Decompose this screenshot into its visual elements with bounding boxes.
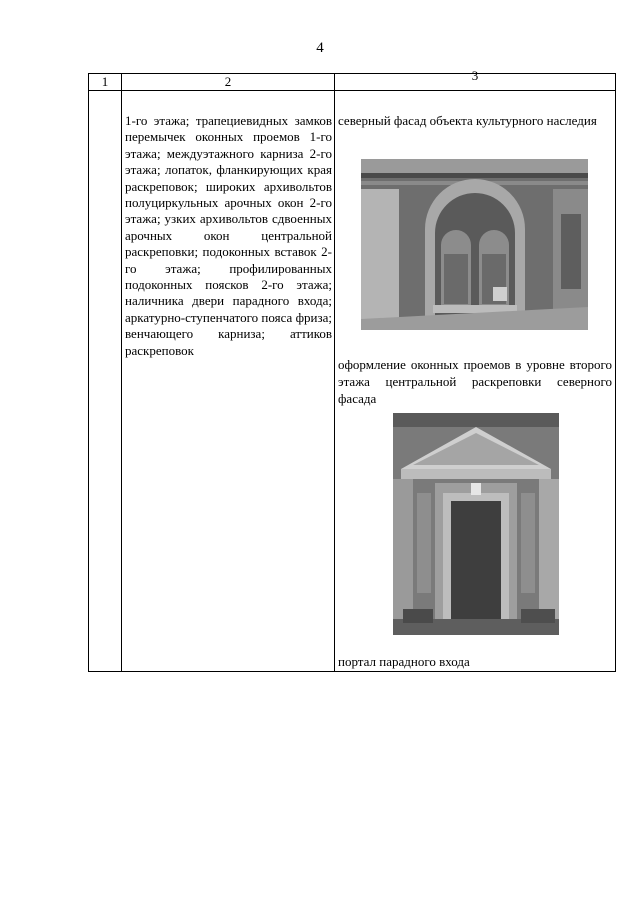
cell-col-2 <box>122 91 335 672</box>
table-row <box>89 91 616 672</box>
caption-window-openings: оформление оконных проемов в уровне второго этажа центральной раскреповки северного фасада <box>338 357 612 406</box>
header-col-2: 2 <box>122 74 335 91</box>
caption-north-facade: северный фасад объекта культурного наследия <box>338 113 597 128</box>
cell-col-3 <box>335 91 616 672</box>
elements-description: 1-го этажа; трапециевидных замков перемычек оконных проемов 1-го этажа; междуэтажного карниза 2-го этажа; лопаток, фланкирующих края раскреповок; широких архивольтов полуциркульных арочных окон 2-го этажа; узких архивольтов сдвоенных арочных окон центральной раскреповки; подоконных вставок 2-го этажа; профилированных подоконных поясков 2-го этажа; наличника двери парадного входа; аркатурно-ступенчатого пояса фриза; венчающего карниза; аттиков раскреповок <box>125 113 332 358</box>
caption-entrance-portal: портал парадного входа <box>338 654 470 669</box>
cell-col-1 <box>89 91 122 672</box>
header-col-3: 3 <box>335 74 616 91</box>
header-col-1: 1 <box>89 74 122 91</box>
monument-table <box>88 68 616 672</box>
table-header-row <box>89 74 616 91</box>
main-entrance-portal-photo <box>393 413 559 635</box>
page-number: 4 <box>316 40 324 56</box>
north-facade-photo <box>361 159 588 330</box>
